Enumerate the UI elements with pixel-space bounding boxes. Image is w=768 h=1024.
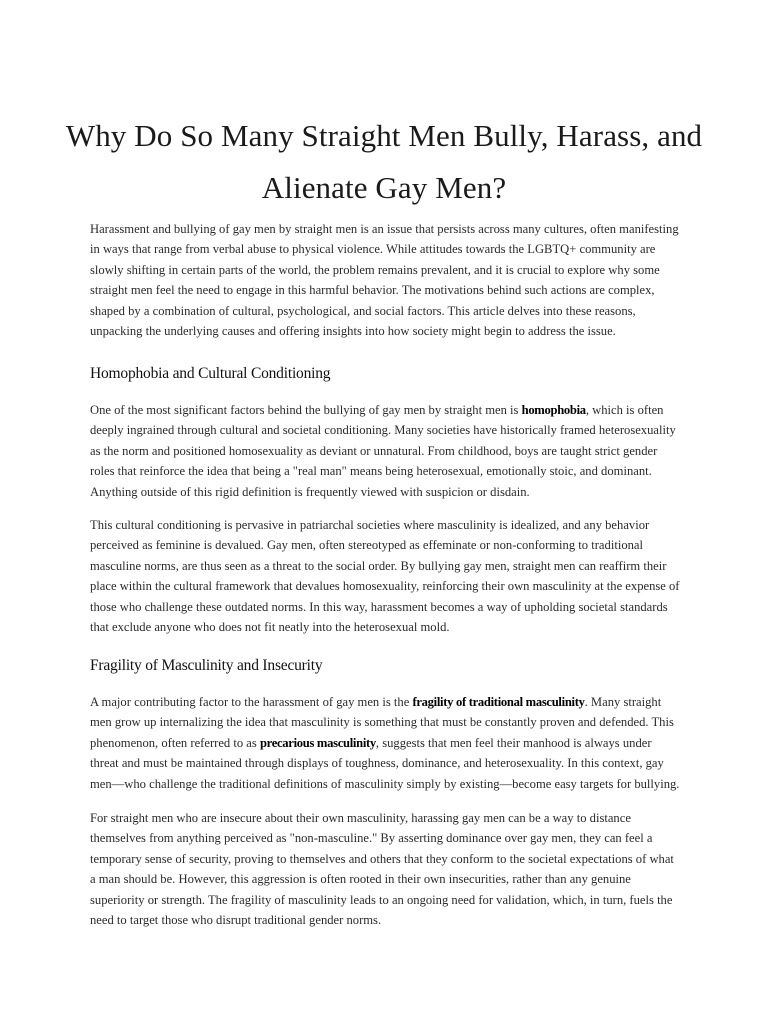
homophobia-link[interactable]: homophobia (521, 403, 586, 417)
section-heading-homophobia: Homophobia and Cultural Conditioning (90, 365, 331, 382)
fragility-of-masculinity-link[interactable]: fragility of traditional masculinity (412, 695, 585, 709)
paragraph-text: , suggests that men feel their manhood is always under threat and must be maintained through displays of toughness, dominance, and heterosexuality. In this context, gay men—who challenge the traditional definitions of masculinity simply by existing—become easy targets for bullying. (90, 735, 680, 791)
precarious-masculinity-link[interactable]: precarious masculinity (259, 735, 376, 750)
paragraph-text: , which is often deeply ingrained through cultural and societal conditioning. Many societies have historically framed heterosexuality as the norm and positioned homosexuality as deviant or unnatural. From childhood, boys are taught strict gender roles that reinforce the idea that being a "real man" means being heterosexual, emotionally stoic, and dominant. Anything outside of this rigid definition is frequently viewed with suspicion or disdain. (90, 403, 676, 499)
homophobia-paragraph-2: This cultural conditioning is pervasive in patriarchal societies where masculinity is idealized, and any behavior perceived as feminine is devalued. Gay men, often stereotyped as effeminate or non-conforming to traditional masculine norms, are thus seen as a threat to the social order. By bullying gay men, straight men can reaffirm their place within the cultural framework that devalues homosexuality, reinforcing their own masculinity at the expense of those who challenge these outdated norms. In this way, harassment becomes a way of upholding societal standards that exclude anyone who does not fit neatly into the heterosexual mold. (90, 518, 680, 635)
section-heading-fragility: Fragility of Masculinity and Insecurity (90, 657, 323, 674)
article-title: Why Do So Many Straight Men Bully, Harass, and Alienate Gay Men? (65, 118, 703, 205)
paragraph-text: A major contributing factor to the harassment of gay men is the (90, 695, 413, 709)
paragraph-text: . Many straight men grow up internalizing the idea that masculinity is something that must be constantly proven and defended. This phenomenon, often referred to as (90, 695, 674, 750)
homophobia-paragraph-1 (90, 400, 680, 502)
paragraph-text: One of the most significant factors behind the bullying of gay men by straight men is (90, 403, 522, 417)
intro-paragraph: Harassment and bullying of gay men by straight men is an issue that persists across many cultures, often manifesting in ways that range from verbal abuse to physical violence. While attitudes towards the LGBTQ+ community are slowly shifting in certain parts of the world, the problem remains prevalent, and it is crucial to explore why some straight men feel the need to engage in this harmful behavior. The motivations behind such actions are complex, shaped by a combination of cultural, psychological, and social factors. This article delves into these reasons, unpacking the underlying causes and offering insights into how society might begin to address the issue. (90, 222, 679, 339)
fragility-paragraph-2: For straight men who are insecure about their own masculinity, harassing gay men can be a way to distance themselves from anything perceived as "non-masculine." By asserting dominance over gay men, they can feel a temporary sense of security, proving to themselves and others that they conform to the societal expectations of what a man should be. However, this aggression is often rooted in their own insecurities, rather than any genuine superiority or strength. The fragility of masculinity leads to an ongoing need for validation, which, in turn, fuels the need to target those who disrupt traditional gender norms. (90, 811, 674, 928)
fragility-paragraph-1 (90, 692, 680, 794)
